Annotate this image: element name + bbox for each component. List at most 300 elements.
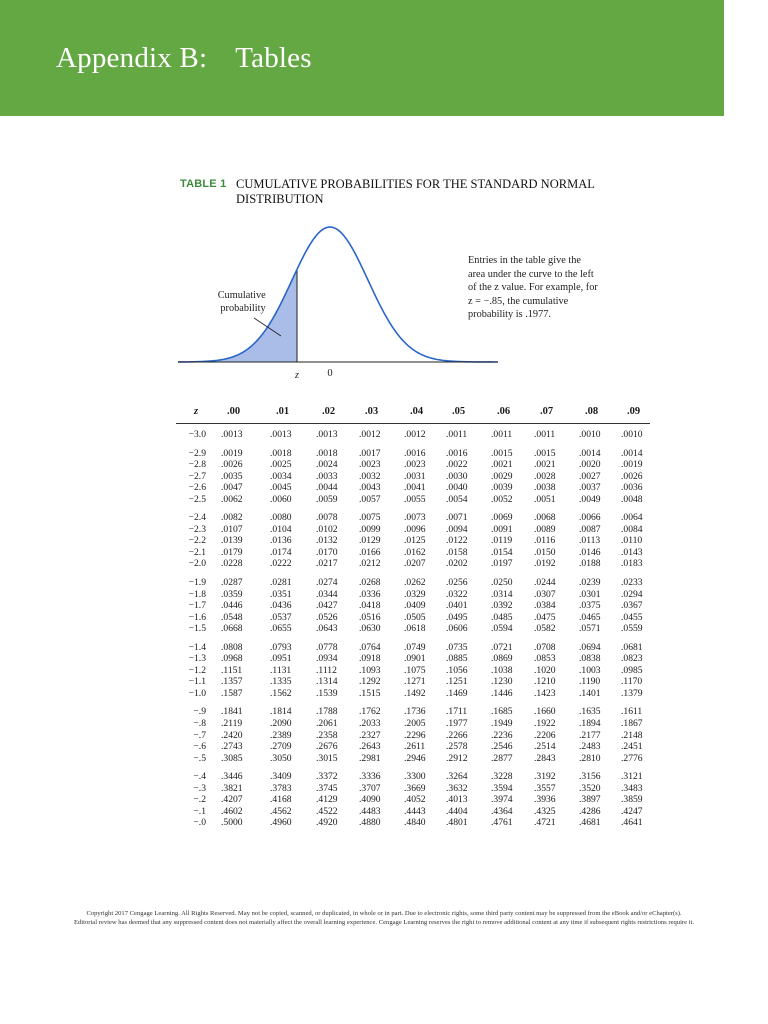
probability-cell: .0018 <box>270 447 292 459</box>
column-header-z: z <box>194 406 199 417</box>
probability-cell: .0104 <box>270 523 292 535</box>
probability-cell: .1038 <box>491 664 513 676</box>
probability-cell: .0427 <box>316 600 338 612</box>
probability-cell: .1357 <box>221 676 243 688</box>
probability-cell: .4483 <box>359 805 381 817</box>
probability-cell: .0024 <box>316 459 338 471</box>
probability-cell: .0034 <box>270 470 292 482</box>
z-value: −1.6 <box>188 611 206 623</box>
probability-cell: .0212 <box>359 558 381 570</box>
table-row <box>176 817 648 829</box>
probability-cell: .3336 <box>359 771 381 783</box>
z-value: −.4 <box>193 771 206 783</box>
z-value: −2.0 <box>188 558 206 570</box>
probability-cell: .0033 <box>316 470 338 482</box>
probability-cell: .2676 <box>316 741 338 753</box>
probability-cell: .2578 <box>446 741 468 753</box>
z-value: −1.9 <box>188 577 206 589</box>
probability-cell: .0073 <box>404 512 426 524</box>
probability-cell: .1210 <box>534 676 556 688</box>
probability-cell: .2148 <box>621 729 643 741</box>
probability-cell: .3228 <box>491 771 513 783</box>
probability-cell: .5000 <box>221 817 243 829</box>
column-header: .02 <box>322 406 336 417</box>
probability-cell: .0375 <box>579 600 601 612</box>
probability-cell: .0071 <box>446 512 468 524</box>
probability-cell: .0606 <box>446 623 468 635</box>
table-row <box>176 741 648 753</box>
table-explanation: Entries in the table give the area under the curve to the left of the z value. For example, for z = −.85, the cumulative probability is .1977. <box>468 255 598 320</box>
table-row <box>176 448 648 460</box>
probability-cell: .0110 <box>621 535 643 547</box>
probability-cell: .0217 <box>316 558 338 570</box>
probability-cell: .3936 <box>534 794 556 806</box>
probability-cell: .3745 <box>316 782 338 794</box>
table-row <box>176 471 648 483</box>
column-header: .04 <box>410 406 424 417</box>
probability-cell: .3015 <box>316 752 338 764</box>
table-row <box>176 653 648 665</box>
probability-cell: .4761 <box>491 817 513 829</box>
probability-cell: .3859 <box>621 794 643 806</box>
probability-cell: .0044 <box>316 482 338 494</box>
probability-cell: .4681 <box>579 817 601 829</box>
probability-cell: .4129 <box>316 794 338 806</box>
probability-cell: .3192 <box>534 771 556 783</box>
probability-cell: .2119 <box>221 718 243 730</box>
probability-cell: .0344 <box>316 588 338 600</box>
probability-cell: .0329 <box>404 588 426 600</box>
z-value: −1.5 <box>188 623 206 635</box>
probability-cell: .0011 <box>446 429 468 440</box>
probability-cell: .0505 <box>404 611 426 623</box>
probability-cell: .0012 <box>359 429 381 440</box>
probability-cell: .0019 <box>221 447 243 459</box>
probability-cell: .2776 <box>621 752 643 764</box>
probability-cell: .1841 <box>221 706 243 718</box>
probability-cell: .0244 <box>534 577 556 589</box>
probability-cell: .3897 <box>579 794 601 806</box>
column-header: .01 <box>276 406 290 417</box>
probability-cell: .0571 <box>579 623 601 635</box>
probability-cell: .0287 <box>221 577 243 589</box>
table-row <box>176 753 648 765</box>
probability-cell: .0146 <box>579 546 601 558</box>
probability-cell: .2327 <box>359 729 381 741</box>
probability-cell: .1251 <box>446 676 468 688</box>
table-row <box>176 688 648 700</box>
z-value: −2.8 <box>188 459 206 471</box>
probability-cell: .0968 <box>221 653 243 665</box>
probability-cell: .0082 <box>221 512 243 524</box>
probability-cell: .2005 <box>404 718 426 730</box>
probability-cell: .0582 <box>534 623 556 635</box>
probability-cell: .0012 <box>404 429 426 440</box>
probability-cell: .0015 <box>534 447 556 459</box>
probability-cell: .0010 <box>579 429 601 440</box>
probability-cell: .0049 <box>579 493 601 505</box>
probability-cell: .0495 <box>446 611 468 623</box>
probability-cell: .0694 <box>579 641 601 653</box>
table-title: CUMULATIVE PROBABILITIES FOR THE STANDARD NORMAL DISTRIBUTION <box>236 177 595 206</box>
probability-cell: .2420 <box>221 729 243 741</box>
probability-cell: .1492 <box>404 687 426 699</box>
column-header: .06 <box>497 406 511 417</box>
z-value: −.9 <box>193 706 206 718</box>
table-row <box>176 535 648 547</box>
probability-cell: .0793 <box>270 641 292 653</box>
probability-cell: .0268 <box>359 577 381 589</box>
probability-cell: .0179 <box>221 546 243 558</box>
appendix-subject: Tables <box>235 42 312 74</box>
z-value: −2.9 <box>188 447 206 459</box>
probability-cell: .1894 <box>579 718 601 730</box>
probability-cell: .0537 <box>270 611 292 623</box>
probability-cell: .0301 <box>579 588 601 600</box>
probability-cell: .0032 <box>359 470 381 482</box>
probability-cell: .0735 <box>446 641 468 653</box>
probability-cell: .0681 <box>621 641 643 653</box>
z-value: −2.5 <box>188 493 206 505</box>
z-value: −2.3 <box>188 523 206 535</box>
column-header: .05 <box>452 406 466 417</box>
probability-cell: .0526 <box>316 611 338 623</box>
probability-cell: .0869 <box>491 653 513 665</box>
probability-cell: .0096 <box>404 523 426 535</box>
probability-cell: .0197 <box>491 558 513 570</box>
probability-cell: .3300 <box>404 771 426 783</box>
probability-cell: .0048 <box>621 493 643 505</box>
probability-cell: .3821 <box>221 782 243 794</box>
table-row <box>176 459 648 471</box>
probability-cell: .2546 <box>491 741 513 753</box>
probability-cell: .0222 <box>270 558 292 570</box>
probability-cell: .0418 <box>359 600 381 612</box>
probability-cell: .0239 <box>579 577 601 589</box>
zero-axis-label: 0 <box>327 368 333 379</box>
probability-cell: .1562 <box>270 687 292 699</box>
probability-cell: .0336 <box>359 588 381 600</box>
probability-cell: .0011 <box>534 429 556 440</box>
probability-cell: .1401 <box>579 687 601 699</box>
z-value: −1.2 <box>188 664 206 676</box>
probability-cell: .0023 <box>404 459 426 471</box>
probability-cell: .0057 <box>359 493 381 505</box>
probability-cell: .3409 <box>270 771 292 783</box>
probability-cell: .4801 <box>446 817 468 829</box>
copyright-line-1: Copyright 2017 Cengage Learning. All Rights Reserved. May not be copied, scanned, or duplicated, in whole or in part. Due to electronic rights, some third party content may be suppressed from the eBook and/or eChapter(s). <box>86 910 682 917</box>
probability-cell: .0015 <box>491 447 513 459</box>
z-value: −.3 <box>193 782 206 794</box>
probability-cell: .0409 <box>404 600 426 612</box>
probability-table-body <box>176 429 648 829</box>
probability-cell: .4880 <box>359 817 381 829</box>
probability-cell: .1788 <box>316 706 338 718</box>
probability-cell: .1685 <box>491 706 513 718</box>
probability-cell: .4052 <box>404 794 426 806</box>
page-title <box>56 42 312 75</box>
probability-cell: .0307 <box>534 588 556 600</box>
probability-cell: .1112 <box>316 664 337 676</box>
probability-cell: .0023 <box>359 459 381 471</box>
probability-cell: .0764 <box>359 641 381 653</box>
probability-cell: .1711 <box>446 706 468 718</box>
probability-cell: .0035 <box>221 470 243 482</box>
probability-cell: .1814 <box>270 706 292 718</box>
probability-cell: .4602 <box>221 805 243 817</box>
z-value: −1.8 <box>188 588 206 600</box>
table-row <box>176 612 648 624</box>
probability-cell: .4013 <box>446 794 468 806</box>
probability-cell: .0094 <box>446 523 468 535</box>
probability-cell: .0351 <box>270 588 292 600</box>
probability-cell: .4443 <box>404 805 426 817</box>
probability-cell: .0294 <box>621 588 643 600</box>
copyright-line-2: Editorial review has deemed that any suppressed content does not materially affect the overall learning experience. Cengage Learning reserves the right to remove additional content at any time if subsequent rights restrictions require it. <box>73 919 695 926</box>
z-axis-label: z <box>295 370 299 381</box>
table-row <box>176 794 648 806</box>
probability-cell: .4364 <box>491 805 513 817</box>
probability-cell: .1635 <box>579 706 601 718</box>
probability-cell: .1539 <box>316 687 338 699</box>
header-banner <box>0 0 724 116</box>
probability-cell: .1762 <box>359 706 381 718</box>
z-value: −.0 <box>193 817 206 829</box>
probability-cell: .0062 <box>221 493 243 505</box>
probability-cell: .0170 <box>316 546 338 558</box>
probability-cell: .4522 <box>316 805 338 817</box>
probability-cell: .0036 <box>621 482 643 494</box>
copyright-notice <box>20 909 748 927</box>
probability-cell: .0446 <box>221 600 243 612</box>
probability-cell: .3050 <box>270 752 292 764</box>
probability-cell: .0016 <box>404 447 426 459</box>
table-row <box>176 524 648 536</box>
probability-cell: .3264 <box>446 771 468 783</box>
probability-cell: .1271 <box>404 676 426 688</box>
probability-cell: .0281 <box>270 577 292 589</box>
probability-cell: .3783 <box>270 782 292 794</box>
probability-cell: .1587 <box>221 687 243 699</box>
probability-cell: .0401 <box>446 600 468 612</box>
probability-cell: .0029 <box>491 470 513 482</box>
probability-cell: .1660 <box>534 706 556 718</box>
probability-cell: .0087 <box>579 523 601 535</box>
table-row <box>176 558 648 570</box>
probability-cell: .0455 <box>621 611 643 623</box>
probability-cell: .0384 <box>534 600 556 612</box>
probability-cell: .2843 <box>534 752 556 764</box>
probability-cell: .0630 <box>359 623 381 635</box>
table-row <box>176 676 648 688</box>
probability-cell: .0014 <box>621 447 643 459</box>
probability-cell: .0027 <box>579 470 601 482</box>
probability-cell: .0143 <box>621 546 643 558</box>
probability-cell: .0052 <box>491 493 513 505</box>
table-row <box>176 783 648 795</box>
probability-cell: .2090 <box>270 718 292 730</box>
probability-cell: .4721 <box>534 817 556 829</box>
column-header-row <box>176 406 648 420</box>
probability-cell: .0068 <box>534 512 556 524</box>
probability-cell: .0853 <box>534 653 556 665</box>
probability-cell: .3085 <box>221 752 243 764</box>
appendix-label: Appendix B: <box>56 42 208 74</box>
probability-cell: .0022 <box>446 459 468 471</box>
probability-cell: .3632 <box>446 782 468 794</box>
z-value: −1.1 <box>188 676 206 688</box>
probability-cell: .1736 <box>404 706 426 718</box>
probability-cell: .3121 <box>621 771 643 783</box>
z-value: −2.6 <box>188 482 206 494</box>
probability-cell: .0017 <box>359 447 381 459</box>
probability-cell: .0158 <box>446 546 468 558</box>
probability-cell: .2206 <box>534 729 556 741</box>
probability-cell: .0749 <box>404 641 426 653</box>
probability-cell: .0113 <box>579 535 601 547</box>
probability-cell: .1292 <box>359 676 381 688</box>
probability-cell: .0119 <box>491 535 513 547</box>
z-value: −.5 <box>193 752 206 764</box>
probability-cell: .0026 <box>621 470 643 482</box>
probability-cell: .1977 <box>446 718 468 730</box>
probability-cell: .0021 <box>491 459 513 471</box>
probability-cell: .4207 <box>221 794 243 806</box>
probability-cell: .0041 <box>404 482 426 494</box>
column-header: .07 <box>540 406 554 417</box>
probability-cell: .0031 <box>404 470 426 482</box>
probability-cell: .0107 <box>221 523 243 535</box>
probability-cell: .0013 <box>316 429 338 440</box>
probability-cell: .0102 <box>316 523 338 535</box>
table-row <box>176 494 648 506</box>
probability-cell: .0274 <box>316 577 338 589</box>
probability-cell: .0064 <box>621 512 643 524</box>
probability-cell: .0020 <box>579 459 601 471</box>
table-row <box>176 642 648 654</box>
probability-cell: .0018 <box>316 447 338 459</box>
probability-cell: .2389 <box>270 729 292 741</box>
probability-cell: .0078 <box>316 512 338 524</box>
z-value: −1.0 <box>188 687 206 699</box>
table-row <box>176 771 648 783</box>
probability-cell: .0985 <box>621 664 643 676</box>
table-row <box>176 589 648 601</box>
probability-cell: .3372 <box>316 771 338 783</box>
probability-cell: .0256 <box>446 577 468 589</box>
column-header: .03 <box>365 406 379 417</box>
z-value: −1.4 <box>188 641 206 653</box>
probability-cell: .0013 <box>270 429 292 440</box>
table-row <box>176 429 648 441</box>
table-label: TABLE 1 <box>180 178 227 190</box>
probability-cell: .0016 <box>446 447 468 459</box>
probability-cell: .0392 <box>491 600 513 612</box>
z-value: −2.1 <box>188 546 206 558</box>
probability-cell: .0183 <box>621 558 643 570</box>
probability-cell: .2709 <box>270 741 292 753</box>
probability-cell: .0136 <box>270 535 292 547</box>
probability-cell: .3557 <box>534 782 556 794</box>
probability-cell: .0901 <box>404 653 426 665</box>
probability-cell: .4325 <box>534 805 556 817</box>
probability-cell: .4960 <box>270 817 292 829</box>
probability-cell: .4247 <box>621 805 643 817</box>
table-row <box>176 600 648 612</box>
cumulative-probability-label: Cumulative probability <box>217 290 266 314</box>
probability-cell: .2810 <box>579 752 601 764</box>
probability-cell: .1446 <box>491 687 513 699</box>
probability-cell: .0039 <box>491 482 513 494</box>
probability-cell: .0778 <box>316 641 338 653</box>
probability-cell: .1314 <box>316 676 338 688</box>
probability-cell: .0055 <box>404 493 426 505</box>
probability-cell: .4168 <box>270 794 292 806</box>
probability-cell: .3707 <box>359 782 381 794</box>
probability-cell: .0708 <box>534 641 556 653</box>
probability-cell: .0014 <box>579 447 601 459</box>
table-row <box>176 547 648 559</box>
normal-curve-figure <box>178 212 498 392</box>
probability-cell: .1131 <box>270 664 292 676</box>
probability-cell: .4562 <box>270 805 292 817</box>
probability-cell: .1335 <box>270 676 292 688</box>
probability-cell: .1922 <box>534 718 556 730</box>
probability-cell: .4920 <box>316 817 338 829</box>
probability-cell: .0643 <box>316 623 338 635</box>
probability-cell: .0823 <box>621 653 643 665</box>
probability-cell: .0139 <box>221 535 243 547</box>
probability-cell: .0322 <box>446 588 468 600</box>
probability-cell: .0655 <box>270 623 292 635</box>
z-value: −.7 <box>193 729 206 741</box>
probability-cell: .0918 <box>359 653 381 665</box>
probability-cell: .2358 <box>316 729 338 741</box>
probability-cell: .0116 <box>534 535 556 547</box>
probability-cell: .2743 <box>221 741 243 753</box>
z-value: −2.2 <box>188 535 206 547</box>
z-value: −1.7 <box>188 600 206 612</box>
probability-cell: .2451 <box>621 741 643 753</box>
header-rule <box>176 423 650 424</box>
probability-cell: .0043 <box>359 482 381 494</box>
z-value: −2.7 <box>188 470 206 482</box>
probability-cell: .3594 <box>491 782 513 794</box>
probability-cell: .4286 <box>579 805 601 817</box>
probability-cell: .3156 <box>579 771 601 783</box>
probability-cell: .0192 <box>534 558 556 570</box>
z-value: −.1 <box>193 805 206 817</box>
table-row <box>176 623 648 635</box>
probability-cell: .1190 <box>579 676 601 688</box>
probability-cell: .2946 <box>404 752 426 764</box>
probability-cell: .0166 <box>359 546 381 558</box>
probability-cell: .0051 <box>534 493 556 505</box>
probability-cell: .1151 <box>221 664 243 676</box>
probability-cell: .2912 <box>446 752 468 764</box>
z-value: −.8 <box>193 718 206 730</box>
probability-cell: .0808 <box>221 641 243 653</box>
probability-cell: .0314 <box>491 588 513 600</box>
probability-cell: .0202 <box>446 558 468 570</box>
probability-cell: .0038 <box>534 482 556 494</box>
probability-cell: .0010 <box>621 429 643 440</box>
probability-cell: .0150 <box>534 546 556 558</box>
probability-cell: .2877 <box>491 752 513 764</box>
probability-cell: .0262 <box>404 577 426 589</box>
z-value: −3.0 <box>188 429 206 440</box>
probability-cell: .2611 <box>404 741 426 753</box>
